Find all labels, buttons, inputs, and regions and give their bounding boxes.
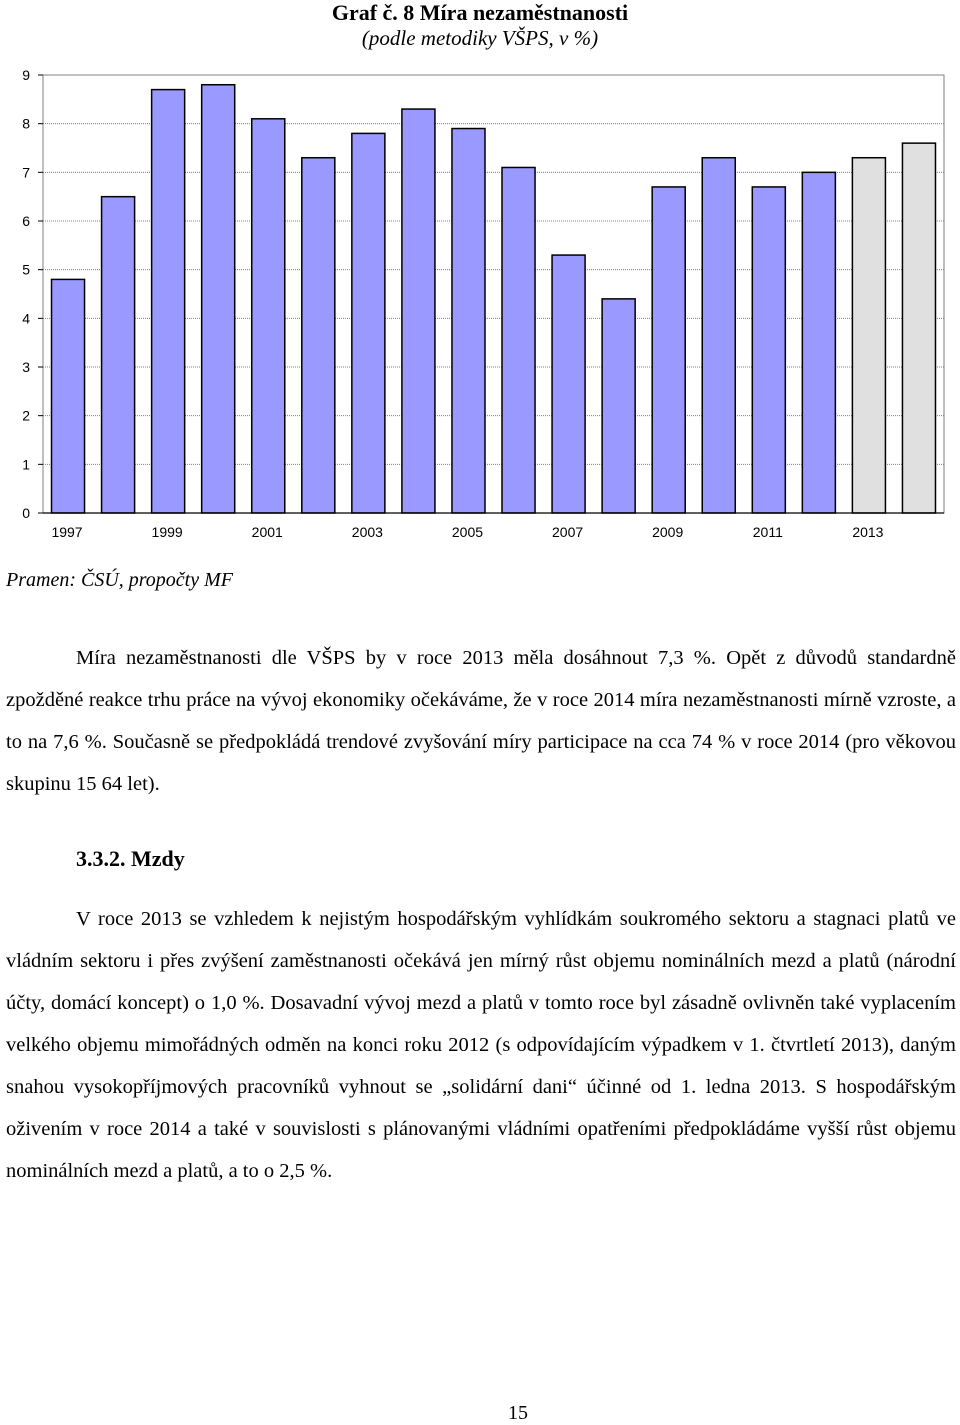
y-tick-label: 0: [22, 505, 30, 521]
x-tick-label: 2005: [451, 524, 484, 540]
x-tick-label: 2007: [552, 524, 584, 540]
bar-2009: [652, 187, 685, 513]
bar-2010: [702, 158, 735, 513]
paragraph-unemployment: Míra nezaměstnanosti dle VŠPS by v roce 2013 měla dosáhnout 7,3 %. Opět z důvodů standardně zpožděné reakce trhu práce na vývoj ekonomiky očekáváme, že v roce 2014 míra nezaměstnanosti mírně vzroste, a to na 7,6 %. Současně se předpokládá trendové zvyšování míry participace na cca 74 % v roce 2014 (pro věkovou skupinu 15 64 let).: [6, 647, 956, 795]
y-tick-label: 9: [22, 67, 30, 83]
y-tick-label: 2: [22, 407, 30, 424]
bar-1999: [152, 90, 185, 513]
y-tick-label: 4: [22, 310, 30, 327]
bar-2012: [802, 172, 835, 513]
bar-2003: [352, 133, 385, 513]
y-tick-label: 3: [22, 359, 30, 375]
bar-2005: [452, 129, 485, 513]
x-tick-label: 2001: [251, 524, 283, 540]
bar-1997: [52, 279, 85, 513]
bar-2001: [252, 119, 285, 513]
bar-2011: [752, 187, 785, 513]
y-tick-label: 1: [22, 456, 30, 473]
x-tick-label: 2009: [652, 524, 684, 540]
bar-2014: [902, 143, 935, 513]
bar-chart: [0, 0, 960, 560]
x-tick-label: 1997: [51, 524, 83, 540]
y-tick-label: 5: [22, 261, 30, 278]
source-note: Pramen: ČSÚ, propočty MF: [6, 569, 233, 591]
bar-2006: [502, 167, 535, 513]
bar-2013: [852, 158, 885, 513]
y-tick-label: 8: [22, 115, 30, 132]
x-tick-label: 1999: [151, 524, 183, 540]
bar-2008: [602, 299, 635, 513]
bar-1998: [102, 197, 135, 513]
bar-2000: [202, 85, 235, 513]
paragraph-wages: V roce 2013 se vzhledem k nejistým hospodářským vyhlídkám soukromého sektoru a stagnaci platů ve vládním sektoru i přes zvýšení zaměstnanosti očekává jen mírný růst objemu nominálních mezd a platů (národní účty, domácí koncept) o 1,0 %. Dosavadní vývoj mezd a platů v tomto roce byl zásadně ovlivněn také vyplacením velkého objemu mimořádných odměn na konci roku 2012 (s odpovídajícím výpadkem v 1. čtvrtletí 2013), daným snahou vysokopříjmových pracovníků vyhnout se „solidární dani“ účinné od 1. ledna 2013. S hospodářským oživením v roce 2014 a také v souvislosti s plánovanými vládními opatřeními předpokládáme vyšší růst objemu nominálních mezd a platů, a to o 2,5 %.: [6, 908, 956, 1182]
x-tick-label: 2013: [852, 524, 884, 540]
y-tick-label: 6: [22, 213, 30, 229]
y-tick-label: 7: [22, 164, 30, 181]
page-number: 15: [508, 1402, 528, 1424]
bar-2004: [402, 109, 435, 513]
bar-2002: [302, 158, 335, 513]
bar-2007: [552, 255, 585, 513]
x-tick-label: 2003: [351, 524, 383, 540]
chart-title: Graf č. 8 Míra nezaměstnanosti: [331, 0, 629, 25]
chart-subtitle: (podle metodiky VŠPS, v %): [361, 26, 599, 50]
x-tick-label: 2011: [752, 524, 783, 540]
section-heading: 3.3.2. Mzdy: [76, 846, 185, 871]
